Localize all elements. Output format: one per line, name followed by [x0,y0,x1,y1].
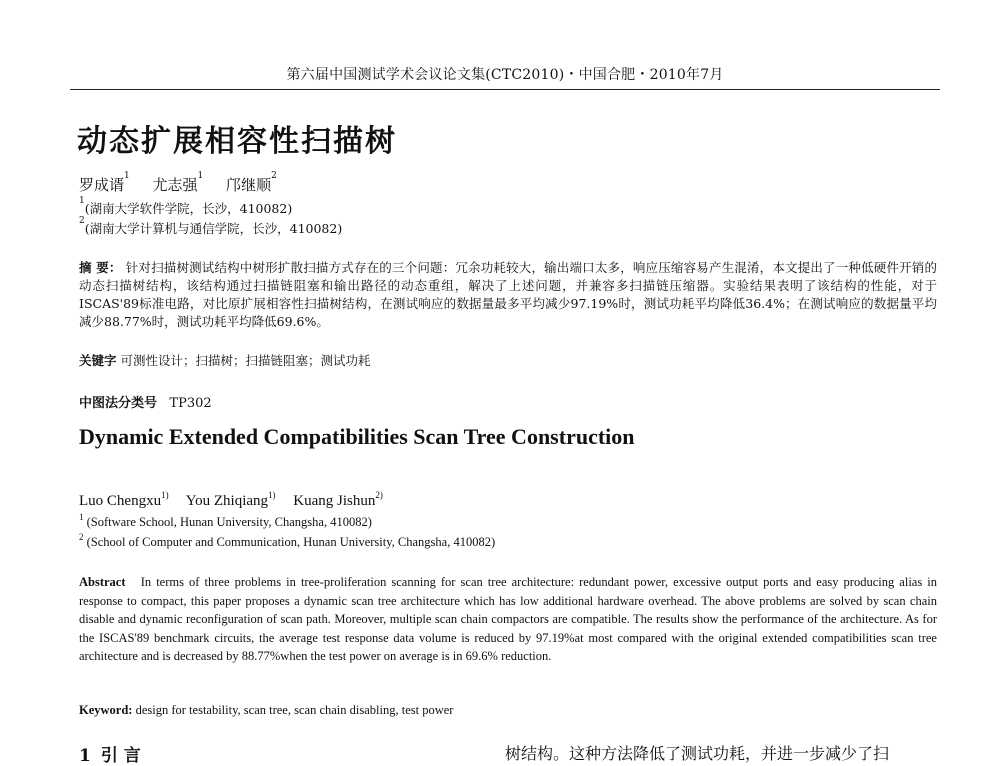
affiliation-text: (Software School, Hunan University, Changsha, 410082) [86,515,372,529]
english-abstract [79,573,937,666]
keywords-label: 关键字 [79,353,117,368]
english-affiliation [79,532,496,550]
author-mark: 1 [197,171,204,181]
author-mark: 2 [271,171,277,181]
author-mark: 1) [268,490,276,500]
section-heading [79,741,141,766]
author-name: 尤志强 [152,176,198,194]
chinese-affiliation [79,216,343,237]
english-keywords [79,703,453,718]
chinese-keywords [79,352,937,370]
keywords-text: 可测性设计；扫描树；扫描链阻塞；测试功耗 [120,353,371,368]
abstract-label: 摘 要： [79,260,122,275]
abstract-label: Abstract [79,575,126,589]
english-affiliation [79,512,372,530]
section-number: 1 [79,746,91,766]
abstract-text: 针对扫描树测试结构中树形扩散扫描方式存在的三个问题：冗余功耗较大，输出端口太多，响应压缩容易产生混淆，本文提出了一种低硬件开销的动态扫描树结构，该结构通过扫描链阻塞和输出路径的动态重组，解决了上述问题，并兼容多扫描链压缩器。实验结果表明了该结构的性能，对于ISCAS'89标准电路，对比原扩展相容性扫描树结构，在测试响应的数据量最多平均减少97.19%时，测试功耗平均降低36.4%；在测试响应的数据量平均减少88.77%时，测试功耗平均降低69.6%。 [79,260,937,329]
affiliation-mark: 1 [79,512,84,522]
english-title: Dynamic Extended Compatibilities Scan Tree Construction [79,424,635,449]
affiliation-text: (School of Computer and Communication, Hunan University, Changsha, 410082) [86,535,496,549]
affiliation-text: (湖南大学计算机与通信学院，长沙，410082) [84,221,343,236]
author-mark: 1 [124,171,130,181]
affiliation-mark: 1 [79,196,85,206]
author-name: Luo Chengxu [79,493,162,509]
author-name: 邝继顺 [226,176,272,194]
column-two-text: 树结构。这种方法降低了测试功耗，并进一步减少了扫 [505,744,890,763]
english-authors [79,490,383,510]
abstract-text: In terms of three problems in tree-proliferation scanning for scan tree architecture: redundant power, excessive output ports and easy producing alias in response to compact, this paper proposes a dynamic scan tree architecture which has low additional hardware overhead. The above problems are solved by scan chain disable and dynamic reconfiguration of scan path. Moreover, multiple scan chain compactors are compatible. The results show the performance of the architecture. As for the ISCAS'89 benchmark circuits, the average test response data volume is reduced by 97.19%at most compared with the original extended compatibilities scan tree architecture and is decreased by 88.77%when the test power on average is in 69.6% reduction. [79,575,937,663]
chinese-title: 动态扩展相容性扫描树 [77,124,397,159]
classification [79,392,212,411]
keyword-text: design for testability, scan tree, scan chain disabling, test power [135,703,454,717]
author-name: 罗成谞 [79,176,125,194]
author-mark: 2) [375,490,383,500]
classification-value: TP302 [169,396,212,411]
section-title: 引 言 [100,746,141,766]
chinese-authors [79,171,277,195]
affiliation-mark: 2 [79,532,84,542]
classification-label: 中图法分类号 [79,396,158,411]
header-rule [70,89,940,90]
chinese-abstract [79,259,937,331]
author-mark: 1) [161,490,169,500]
keyword-label: Keyword: [79,703,133,717]
running-header: 第六届中国测试学术会议论文集(CTC2010)・中国合肥・2010年7月 [286,67,724,83]
author-name: Kuang Jishun [293,493,376,509]
author-name: You Zhiqiang [185,493,269,509]
affiliation-mark: 2 [79,216,85,226]
affiliation-text: (湖南大学软件学院，长沙，410082) [84,201,293,216]
chinese-affiliation [79,196,293,217]
